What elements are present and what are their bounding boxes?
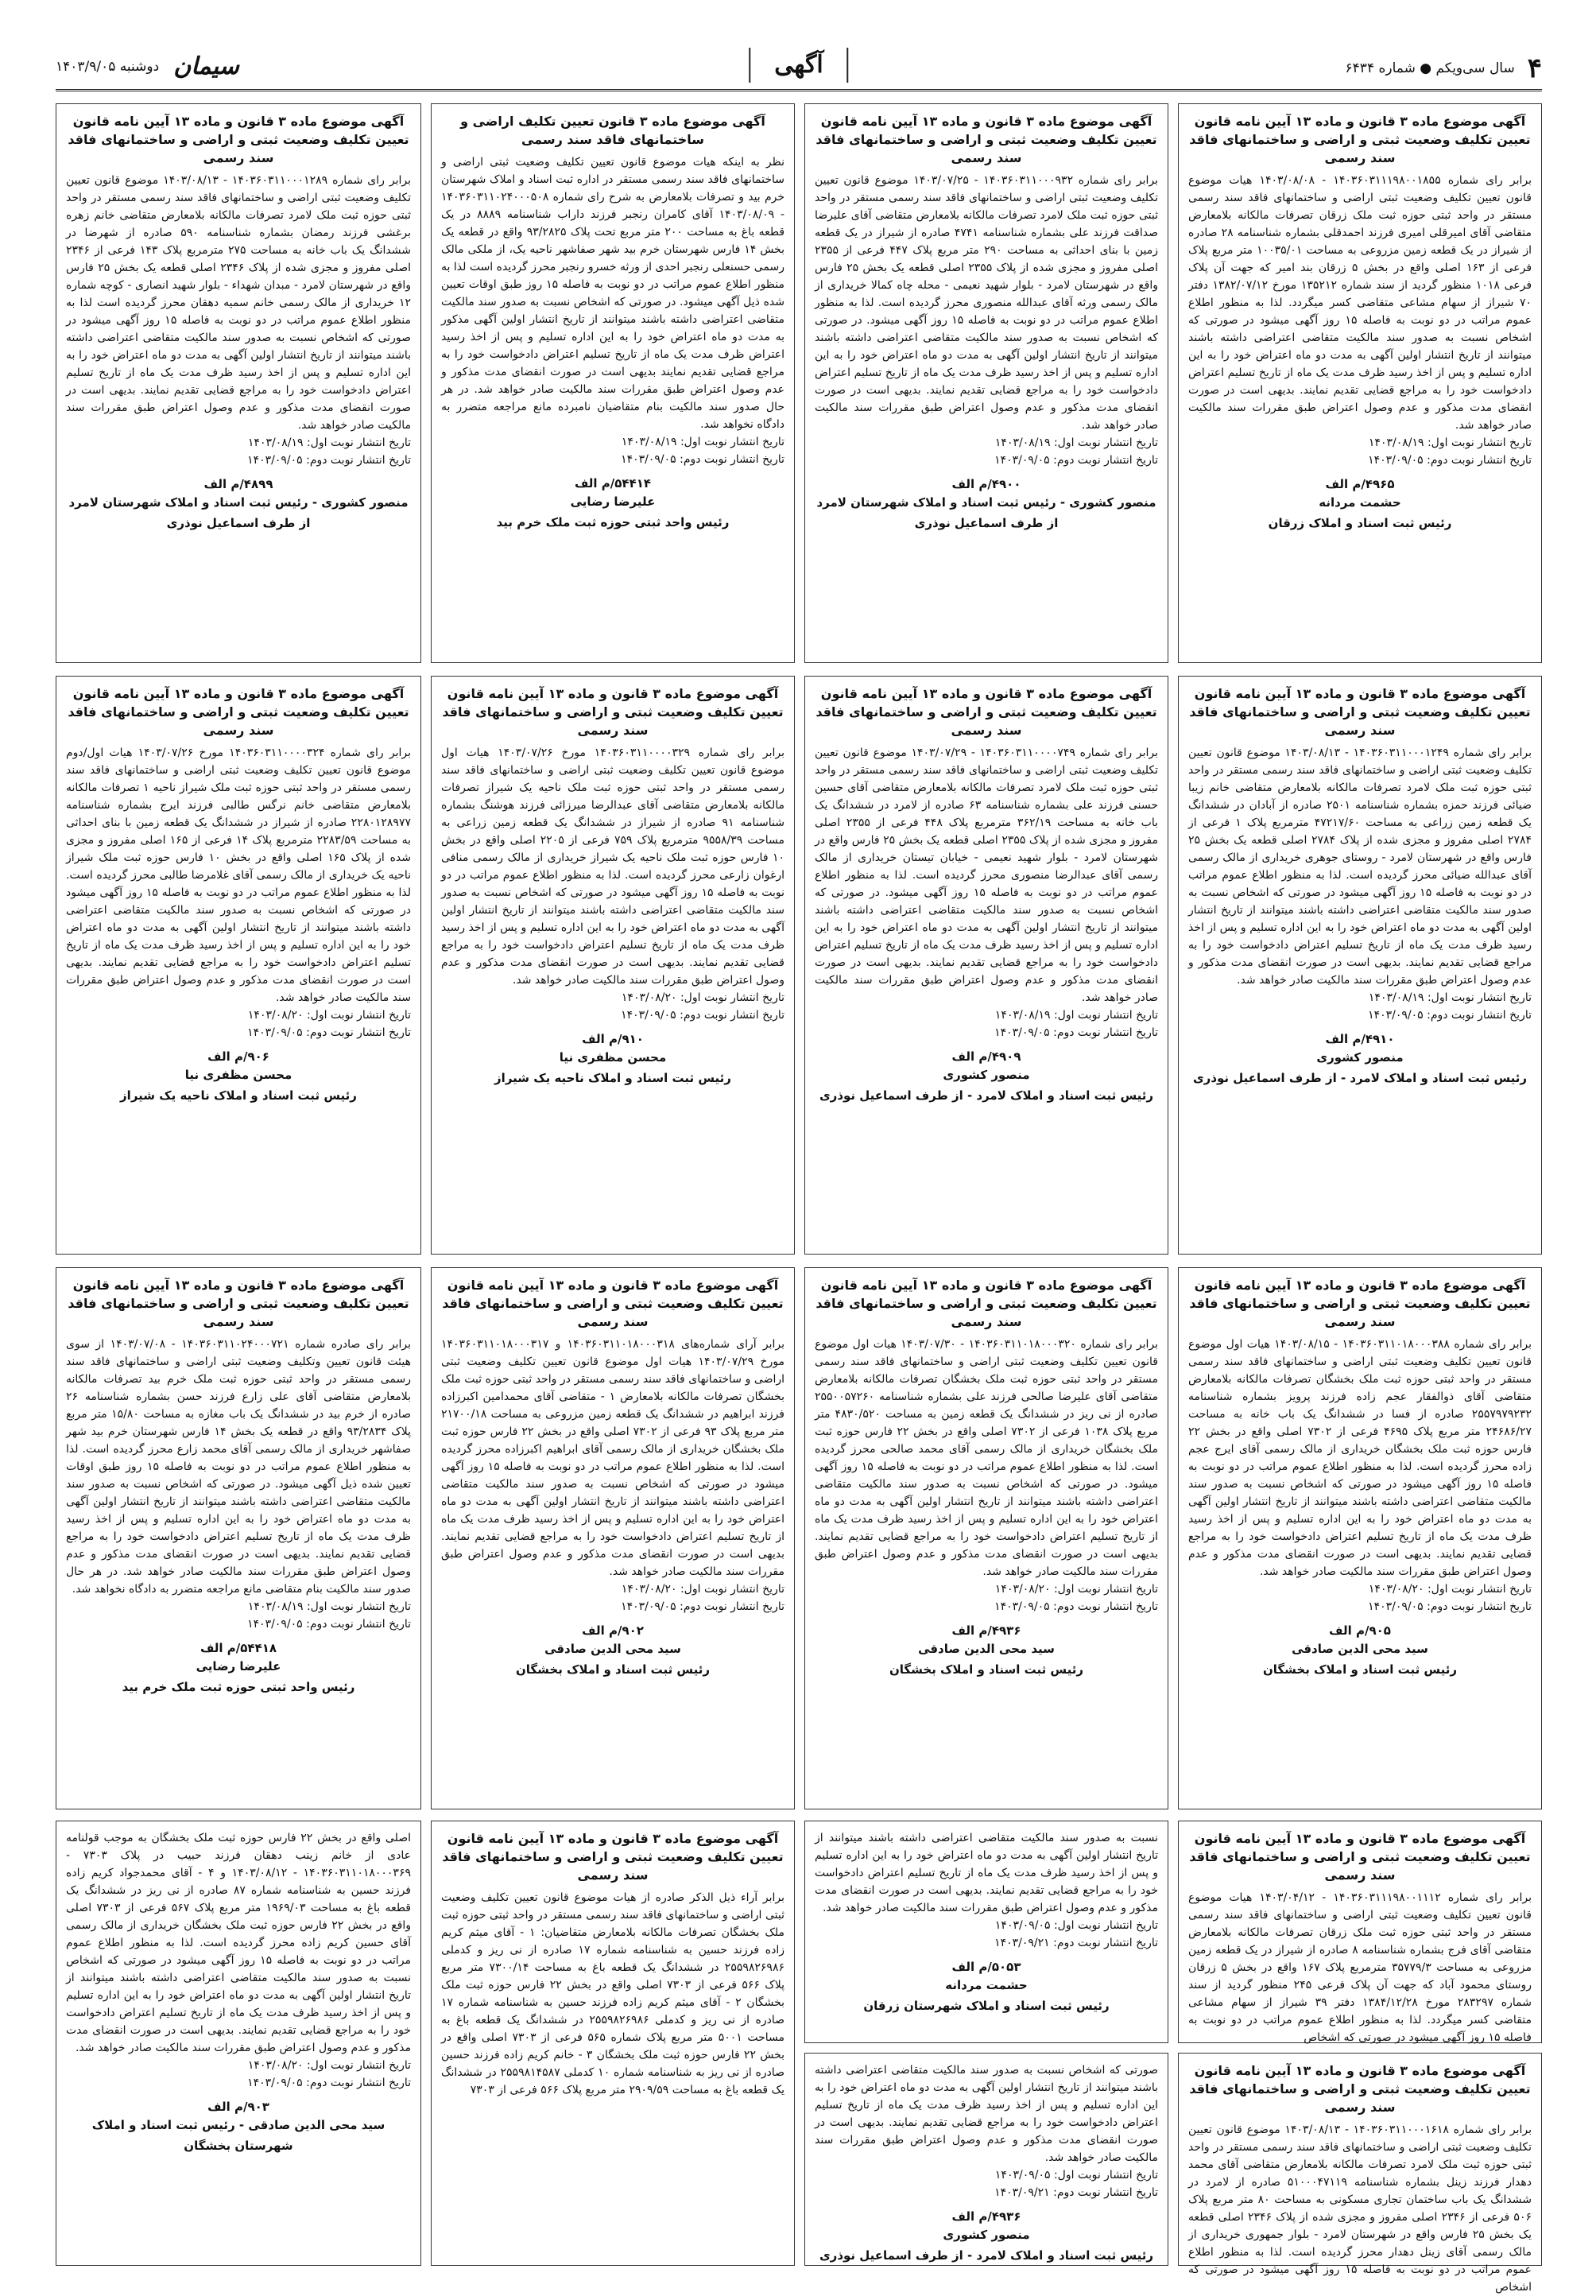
ad-body: برابر رای شماره ۱۴۰۳۶۰۳۱۱۰۰۰۰۳۲۴ مورخ ۱۴۰۳/۰۷/۲۶ هیات اول/دوم موضوع قانون تعیین تکلیف وضعیت ثبتی اراضی و ساختمانهای فاقد سند رسمی مستقر در واحد ثبتی حوزه ثبت ملک شیراز ناحیه ۱ تصرفات مالکانه بلامعارض متقاضی خانم نرگس طالبی فرزند ایرج بشماره شناسنامه ۲۲۸۰۱۲۸۹۷۷ صادره از شیراز در ششدانگ یک قطعه زمین با بنای احداثی به مساحت ۲۲۸۳/۵۹ مترمربع پلاک ۱۴ فرعی از ۱۶۵ اصلی مفروز و مجزی شده از پلاک ۱۶۵ اصلی واقع در بخش ۱۰ فارس حوزه ثبت ملک شیراز ناحیه یک خریداری از مالک رسمی آقای غلامرضا طالبی محرز گردیده است. لذا به منظور اطلاع عموم مراتب در دو نوبت به فاصله ۱۵ روز آگهی میشود در صورتی که اشخاص نسبت به صدور سند مالکیت متقاضی اعتراضی داشته باشند میتوانند از تاریخ انتشار اولین آگهی به مدت دو ماه اعتراض خود را به این اداره تسلیم و پس از اخذ رسید ظرف مدت یک ماه از تاریخ تسلیم اعتراض دادخواست خود را به مراجع قضایی تقدیم نمایند. بدیهی است در صورت انقضای مدت مذکور و عدم وصول اعتراض طبق مقررات سند مالکیت صادر خواهد شد. [66,747,412,1004]
newspaper-logo: سیمان [173,52,239,80]
ad-date-first: تاریخ انتشار نوبت اول: ۱۴۰۳/۰۸/۱۹ [1368,436,1532,449]
ad-date-first: تاریخ انتشار نوبت اول: ۱۴۰۳/۰۹/۰۵ [994,1919,1158,1932]
ad-signer: منصور کشوری [943,2228,1030,2242]
ad-signer-title: رئیس ثبت اسناد و املاک ناحیه یک شیراز [494,1071,731,1085]
ad-date-first: تاریخ انتشار نوبت اول: ۱۴۰۳/۰۸/۲۰ [247,2059,411,2072]
ad-body: برابر رای شماره ۱۴۰۳۶۰۳۱۱۰۰۰۹۳۲ - ۱۴۰۳/۰۷/۲۵ موضوع قانون تعیین تکلیف وضعیت ثبتی اراضی و ساختمانهای فاقد سند رسمی مستقر در واحد ثبتی حوزه ثبت ملک لامرد تصرفات مالکانه بلامعارض متقاضی آقای علیرضا صداقت فرزند علی بشماره شناسنامه ۴۷۴۱ صادره از شیراز در یک قطعه زمین با بنای احداثی به مساحت ۲۹۰ متر مربع پلاک ۴۴۷ فرعی از ۲۳۵۵ اصلی مفروز و مجزی شده از پلاک ۲۳۵۵ اصلی قطعه یک بخش ۲۵ فارس واقع در شهرستان لامرد - بلوار شهید نعیمی - محله چاه کمالا خریداری از مالک رسمی ورثه آقای عبدالله منصوری محرز گردیده است. لذا به منظور اطلاع عموم مراتب در دو نوبت به فاصله ۱۵ روز آگهی میشود. در صورتی که اشخاص نسبت به صدور سند مالکیت متقاضی اعتراضی داشته باشند میتوانند از تاریخ انتشار اولین آگهی به مدت دو ماه اعتراض خود را به این اداره تسلیم و پس از اخذ رسید ظرف مدت یک ماه از تاریخ تسلیم اعتراض دادخواست خود را به مراجع قضایی تقدیم نمایند. بدیهی است در صورت انقضای مدت مذکور و عدم وصول اعتراض طبق مقررات سند مالکیت صادر خواهد شد. [815,174,1159,432]
ad-date-second: تاریخ انتشار نوبت دوم: ۱۴۰۳/۰۹/۲۱ [994,2186,1158,2199]
ad-body: نظر به اینکه هیات موضوع قانون تعیین تکلیف وضعیت ثبتی اراضی و ساختمانهای فاقد سند رسمی مستقر در اداره ثبت اسناد و املاک شهرستان خرم بید و تصرفات بلامعارض به شرح رای شماره ۱۴۰۳۶۰۳۱۱۰۲۴۰۰۰۵۰۸ - ۱۴۰۳/۰۸/۰۹ آقای کامران رنجبر فرزند داراب شناسنامه ۸۸۸۹ در یک قطعه باغ به مساحت ۲۰۰ متر مربع تحت پلاک ۹۳/۲۸۲۵ واقع در قطعه یک بخش ۱۴ فارس شهرستان خرم بید شهر صفاشهر ناحیه یک، از ملکی مالک رسمی حسنعلی رنجبر احدی از ورثه خسرو رنجبر محرز گردیده است لذا به منظور اطلاع عموم مراتب در دو نوبت به فاصله ۱۵ روز طبق اوقات تعیین شده ذیل آگهی میشود. در صورتی که اشخاص نسبت به صدور سند مالکیت متقاضی اعتراضی داشته باشند میتوانند از تاریخ انتشار اولین آگهی مذکور به مدت دو ماه اعتراض خود را به این اداره تسلیم و پس از اخذ رسید اعتراض ظرف مدت یک ماه از تاریخ تسلیم اعتراض دادخواست خود را به مراجع قضایی تقدیم نمایند بدیهی است در صورت انقضای مدت مذکور و عدم وصول اعتراض طبق مقررات سند مالکیت صادر خواهد شد. در هر حال صدور سند مالکیت بنام متقاضیان نامبرده مانع مراجعه متضرر به دادگاه نخواهد شد. [441,156,785,431]
ad-body: برابر آرای شماره‌های ۱۴۰۳۶۰۳۱۱۰۱۸۰۰۰۳۱۸ و ۱۴۰۳۶۰۳۱۱۰۱۸۰۰۰۳۱۷ مورخ ۱۴۰۳/۰۷/۲۹ هیات اول موضوع قانون تعیین تکلیف وضعیت ثبتی اراضی و ساختمانهای فاقد سند رسمی مستقر در واحد ثبتی حوزه ثبت ملک بخشگان تصرفات مالکانه بلامعارض ۱ - متقاضی آقای محمدامین اکبرزاده فرزند ابراهیم در ششدانگ یک قطعه زمین مزروعی به مساحت ۲۱۷۰۰/۱۸ متر مربع پلاک ۹۳ فرعی از ۷۳۰۲ اصلی واقع در بخش ۲۲ فارس حوزه ثبت ملک بخشگان خریداری از مالک رسمی آقای ابراهیم اکبرزاده محرز گردیده است. لذا به منظور اطلاع عموم مراتب در دو نوبت به فاصله ۱۵ روز آگهی میشود در صورتی که اشخاص نسبت به صدور سند مالکیت متقاضی اعتراضی داشته باشند میتوانند از تاریخ انتشار اولین آگهی به مدت دو ماه اعتراض خود را به این اداره تسلیم و پس از اخذ رسید ظرف مدت یک ماه از تاریخ تسلیم اعتراض دادخواست خود را به مراجع قضایی تقدیم نمایند. بدیهی است در صورت انقضای مدت مذکور و عدم وصول اعتراض طبق مقررات سند مالکیت صادر خواهد شد. [441,1338,784,1578]
ad-body: برابر رای شماره ۱۴۰۳۶۰۳۱۱۰۰۰۰۷۴۹ - ۱۴۰۳/۰۷/۲۹ موضوع قانون تعیین تکلیف وضعیت ثبتی اراضی و ساختمانهای فاقد سند رسمی مستقر در واحد ثبتی حوزه ثبت ملک لامرد تصرفات مالکانه بلامعارض متقاضی آقای حسین حسنی فرزند علی بشماره شناسنامه ۶۳ صادره از لامرد در ششدانگ یک باب خانه به مساحت ۳۶۲/۱۹ مترمربع پلاک ۴۴۸ فرعی از ۲۳۵۵ اصلی مفروز و مجزی شده از پلاک ۲۳۵۵ اصلی قطعه یک بخش ۲۵ فارس واقع در شهرستان لامرد - بلوار شهید نعیمی - خیابان تیستان خریداری از مالک رسمی آقای عبدالرضا منصوری محرز گردیده است. لذا به منظور اطلاع عموم مراتب در دو نوبت به فاصله ۱۵ روز آگهی میشود. در صورتی که اشخاص نسبت به صدور سند مالکیت متقاضی اعتراضی داشته باشند میتوانند از تاریخ انتشار اولین آگهی به مدت دو ماه اعتراض خود را به این اداره تسلیم و پس از اخذ رسید ظرف مدت یک ماه از تاریخ تسلیم اعتراض دادخواست خود را به مراجع قضایی تقدیم نمایند. بدیهی است در صورت انقضای مدت مذکور و عدم وصول اعتراض طبق مقررات سند مالکیت صادر خواهد شد. [815,747,1158,1004]
ad-title: آگهی موضوع ماده ۳ قانون و ماده ۱۳ آیین نامه قانون تعیین تکلیف وضعیت ثبتی و اراضی و ساختمانهای فاقد سند رسمی [1189,114,1531,165]
ad-box [804,1267,1168,1809]
ad-date-second: تاریخ انتشار نوبت دوم: ۱۴۰۳/۰۹/۰۵ [1368,454,1532,467]
ad-date-second: تاریخ انتشار نوبت دوم: ۱۴۰۳/۰۹/۰۵ [247,454,411,467]
ad-signer-title: رئیس ثبت اسناد و املاک لامرد - از طرف اسماعیل نوذری [819,2248,1154,2263]
ad-code: ۹۰۲/م الف [582,1623,644,1638]
ad-signer: منصور کشوری [943,1068,1030,1082]
ad-date-first: تاریخ انتشار نوبت اول: ۱۴۰۳/۰۸/۱۹ [994,1009,1158,1022]
ad-signer: محسن مظفری نیا [559,1050,667,1065]
ad-date-first: تاریخ انتشار نوبت اول: ۱۴۰۳/۰۹/۰۵ [994,2169,1158,2182]
ad-box [431,1267,795,1809]
ad-body: برابر رای شماره ۱۴۰۳۶۰۳۱۱۱۹۸۰۰۱۸۵۵ - ۱۴۰۳/۰۸/۰۸ هیات موضوع قانون تعیین تکلیف وضعیت ثبتی اراضی و ساختمانهای فاقد سند رسمی مستقر در واحد ثبتی حوزه ثبت ملک زرقان تصرفات مالکانه بلامعارض متقاضی آقای امیرقلی امیری فرزند احمدقلی بشماره شناسنامه ۲۸ صادره از شیراز در یک قطعه زمین مزروعی به مساحت ۱۰۰۳۵/۰۱ متر مربع پلاک فرعی از ۱۶۳ اصلی واقع در بخش ۵ زرقان بند امیر که جهت آن پلاک فرعی ۱۰۱۸ منظور گردید از سند شماره ۱۳۵۲۱۲ مورخ ۱۳۸۲/۰۷/۱۲ دفتر ۷۰ شیراز از سهام مشاعی متقاضی کسر میگردد. لذا به منظور اطلاع عموم مراتب در دو نوبت به فاصله ۱۵ روز آگهی میشود در صورتی که اشخاص نسبت به صدور سند مالکیت متقاضی اعتراضی داشته باشند میتوانند از تاریخ انتشار اولین آگهی به مدت دو ماه اعتراض خود را به این اداره تسلیم و پس از اخذ رسید ظرف مدت یک ماه از تاریخ تسلیم اعتراض دادخواست خود را به مراجع قضایی تقدیم نمایند. بدیهی است در صورت انقضای مدت مذکور و عدم وصول اعتراض طبق مقررات سند مالکیت صادر خواهد شد. [1188,174,1532,432]
ad-title: آگهی موضوع ماده ۳ قانون و ماده ۱۳ آیین نامه قانون تعیین تکلیف وضعیت ثبتی و اراضی و ساختمانهای فاقد سند رسمی [1189,2063,1531,2115]
newspaper-page [56,48,1542,2294]
ad-signer-title: رئیس ثبت اسناد و املاک لامرد - از طرف اسماعیل نوذری [1192,1071,1528,1085]
ad-signer-title: رئیس واحد ثبتی حوزه ثبت ملک خرم بید [496,515,730,529]
ad-signer: حشمت مردانه [945,1978,1028,1992]
ad-title: آگهی موضوع ماده ۳ قانون و ماده ۱۳ آیین نامه قانون تعیین تکلیف وضعیت ثبتی و اراضی و ساختمانهای فاقد سند رسمی [442,1278,784,1329]
ad-box [1178,676,1542,1255]
ad-box [56,676,421,1255]
ad-body: صورتی که اشخاص نسبت به صدور سند مالکیت متقاضی اعتراضی داشته باشند میتوانند از تاریخ انتشار اولین آگهی به مدت دو ماه اعتراض خود را به این اداره تسلیم و پس از اخذ رسید ظرف مدت یک ماه از تاریخ تسلیم اعتراض دادخواست خود را به مراجع قضایی تقدیم نمایند. بدیهی است در صورت انقضای مدت مذکور و عدم وصول اعتراض طبق مقررات سند مالکیت صادر خواهد شد. [815,2064,1158,2164]
ad-code: ۴۹۱۰/م الف [1325,1032,1395,1046]
masthead-left [56,52,239,80]
ad-code: ۴۹۰۹/م الف [951,1049,1021,1064]
ad-body: برابر رای شماره ۱۴۰۳۶۰۳۱۱۰۱۸۰۰۰۳۸۸ - ۱۴۰۳/۰۸/۱۵ هیات اول موضوع قانون تعیین تکلیف وضعیت ثبتی اراضی و ساختمانهای فاقد سند رسمی مستقر در واحد ثبتی حوزه ثبت ملک بخشگان تصرفات مالکانه بلامعارض متقاضی آقای ذوالفقار عجم زاده فرزند پرویز بشماره شناسنامه ۲۵۵۷۹۷۹۲۳۲ صادره از فسا در ششدانگ یک باب خانه به مساحت ۲۴۶۸۶/۲۷ متر مربع پلاک ۴۶۹۵ فرعی از ۷۳۰۲ اصلی واقع در بخش ۲۲ فارس حوزه ثبت ملک بخشگان خریداری از مالک رسمی آقای ایرج عجم زاده محرز گردیده است. لذا به منظور اطلاع عموم مراتب در دو نوبت به فاصله ۱۵ روز آگهی میشود در صورتی که اشخاص نسبت به صدور سند مالکیت متقاضی اعتراضی داشته باشند میتوانند از تاریخ انتشار اولین آگهی به مدت دو ماه اعتراض خود را به این اداره تسلیم و پس از اخذ رسید ظرف مدت یک ماه از تاریخ تسلیم اعتراض دادخواست خود را به مراجع قضایی تقدیم نمایند. بدیهی است در صورت انقضای مدت مذکور و عدم وصول اعتراض طبق مقررات سند مالکیت صادر خواهد شد. [1188,1338,1532,1578]
ad-date-first: تاریخ انتشار نوبت اول: ۱۴۰۳/۰۸/۲۰ [994,1583,1158,1596]
section-title: آگهی [749,48,848,83]
ad-signer-title: رئیس ثبت اسناد و املاک بخشگان [889,1662,1084,1677]
ad-box [431,676,795,1255]
masthead [56,48,1542,91]
ad-signer-title: شهرستان بخشگان [184,2139,293,2153]
ad-date-second: تاریخ انتشار نوبت دوم: ۱۴۰۳/۰۹/۰۵ [621,453,784,466]
ad-signer-title: رئیس ثبت اسناد و املاک لامرد - از طرف اسماعیل نوذری [819,1088,1154,1103]
issue-date: دوشنبه ۱۴۰۳/۹/۰۵ [56,58,160,75]
ad-date-first: تاریخ انتشار نوبت اول: ۱۴۰۳/۰۸/۲۰ [247,1009,411,1022]
ad-body: برابر رای شماره ۱۴۰۳۶۰۳۱۱۰۰۰۱۶۱۸ - ۱۴۰۳/۰۸/۱۳ موضوع قانون تعیین تکلیف وضعیت ثبتی اراضی و ساختمانهای فاقد سند رسمی مستقر در واحد ثبتی حوزه ثبت ملک لامرد تصرفات مالکانه بلامعارض متقاضی آقای محمد دهدار فرزند زینل بشماره شناسنامه ۵۱۰۰۰۴۷۱۱۹ صادره از لامرد در ششدانگ یک باب ساختمان تجاری مسکونی به مساحت ۸۰ متر مربع پلاک ۵۰۶ فرعی از ۲۳۴۶ اصلی مفروز و مجزی شده از پلاک ۲۳۴۶ اصلی قطعه یک بخش ۲۵ فارس واقع در شهرستان لامرد - بلوار جمهوری خریداری از مالک رسمی آقای زینل دهدار محرز گردیده است. لذا به منظور اطلاع عموم مراتب در دو نوبت به فاصله ۱۵ روز آگهی میشود در صورتی که اشخاص [1188,2123,1532,2294]
ad-signer-title: رئیس واحد ثبتی حوزه ثبت ملک خرم بید [122,1680,355,1694]
ad-date-first: تاریخ انتشار نوبت اول: ۱۴۰۳/۰۸/۲۰ [621,1583,784,1596]
ad-title: آگهی موضوع ماده ۳ قانون و ماده ۱۳ آیین نامه قانون تعیین تکلیف وضعیت ثبتی و اراضی و ساختمانهای فاقد سند رسمی [1189,1831,1531,1883]
ad-box [804,103,1168,663]
ad-signer-title: رئیس ثبت اسناد و املاک زرقان [1268,516,1452,530]
ad-title: آگهی موضوع ماده ۳ قانون و ماده ۱۳ آیین نامه قانون تعیین تکلیف وضعیت ثبتی و اراضی و ساختمانهای فاقد سند رسمی [442,686,784,738]
ad-box [431,103,795,663]
ad-code: ۹۱۰/م الف [582,1032,644,1046]
ad-code: ۵۴۴۱۴/م الف [574,476,652,491]
ad-signer: منصور کشوری - رئیس ثبت اسناد و املاک شهرستان لامرد [68,495,409,510]
ad-signer: حشمت مردانه [1319,495,1401,510]
ad-date-first: تاریخ انتشار نوبت اول: ۱۴۰۳/۰۸/۲۰ [621,991,784,1004]
ad-box [1178,1821,1542,2043]
ad-date-second: تاریخ انتشار نوبت دوم: ۱۴۰۳/۰۹/۰۵ [621,1009,784,1022]
ad-body: برابر رای شماره ۱۴۰۳۶۰۳۱۱۰۰۰۱۲۸۹ - ۱۴۰۳/۰۸/۱۳ موضوع قانون تعیین تکلیف وضعیت ثبتی اراضی و ساختمانهای فاقد سند رسمی مستقر در واحد ثبتی حوزه ثبت ملک لامرد تصرفات مالکانه بلامعارض متقاضی خانم زهره برغشی فرزند رمضان بشماره شناسنامه ۵۹۰ صادره از شهرضا در ششدانگ یک باب خانه به مساحت ۲۷۵ مترمربع پلاک ۱۴۳ فرعی از ۲۳۴۶ اصلی مفروز و مجزی شده از پلاک ۲۳۴۶ اصلی قطعه یک بخش ۲۵ فارس واقع در شهرستان لامرد - مبدان شهداء - بلوار شهید انصاری - کوچه شماره ۱۲ خریداری از مالک رسمی خانم سمیه دهقان محرز گردیده است لذا به منظور اطلاع عموم مراتب در دو نوبت به فاصله ۱۵ روز آگهی میشود در صورتی که اشخاص نسبت به صدور سند مالکیت متقاضی اعتراضی داشته باشند میتوانند از تاریخ انتشار اولین آگهی به مدت دو ماه اعتراض خود را به این اداره تسلیم و پس از اخذ رسید ظرف مدت یک ماه از تاریخ تسلیم اعتراض دادخواست خود را به مراجع قضایی تقدیم نمایند. بدیهی است در صورت انقضای مدت مذکور و عدم وصول اعتراض طبق مقررات سند مالکیت صادر خواهد شد. [66,174,412,432]
ad-box [431,1821,795,2266]
ad-date-second: تاریخ انتشار نوبت دوم: ۱۴۰۳/۰۹/۰۵ [1368,1600,1532,1613]
ad-date-first: تاریخ انتشار نوبت اول: ۱۴۰۳/۰۸/۱۹ [247,1600,411,1613]
ad-date-second: تاریخ انتشار نوبت دوم: ۱۴۰۳/۰۹/۰۵ [247,1026,411,1039]
ad-title: آگهی موضوع ماده ۳ قانون و ماده ۱۳ آیین نامه قانون تعیین تکلیف وضعیت ثبتی و اراضی و ساختمانهای فاقد سند رسمی [1189,686,1531,738]
ad-code: ۹۰۳/م الف [207,2100,269,2114]
ad-box [804,1821,1168,2043]
ad-box [804,2053,1168,2266]
ad-date-second: تاریخ انتشار نوبت دوم: ۱۴۰۳/۰۹/۰۵ [1368,1009,1532,1022]
ad-signer: منصور کشوری [1316,1050,1404,1065]
ad-date-second: تاریخ انتشار نوبت دوم: ۱۴۰۳/۰۹/۲۱ [994,1937,1158,1949]
ad-code: ۵۰۵۳/م الف [951,1960,1021,1974]
ad-signer: سید محی الدین صادقی [918,1642,1055,1656]
ad-body: برابر رای شماره ۱۴۰۳۶۰۳۱۱۰۰۰۱۲۴۹ - ۱۴۰۳/۰۸/۱۳ موضوع قانون تعیین تکلیف وضعیت ثبتی اراضی و ساختمانهای فاقد سند رسمی مستقر در واحد ثبتی حوزه ثبت ملک لامرد تصرفات مالکانه بلامعارض متقاضی خانم زیبا ضیائی فرزند حمزه بشماره شناسنامه ۲۵۰۱ صادره از آبادان در ششدانگ یک قطعه زمین زراعی به مساحت ۴۷۲۱۷/۶۰ مترمربع پلاک ۱ فرعی از ۲۷۸۴ اصلی مفروز و مجزی شده از پلاک ۲۷۸۴ اصلی قطعه یک بخش ۲۵ فارس واقع در شهرستان لامرد - روستای جوهری خریداری از مالک رسمی آقای عبدالله ضیائی محرز گردیده است. لذا به منظور اطلاع عموم مراتب در دو نوبت به فاصله ۱۵ روز آگهی میشود در صورتی که اشخاص نسبت به صدور سند مالکیت متقاضی اعتراضی داشته باشند میتوانند از تاریخ انتشار اولین آگهی به مدت دو ماه اعتراض خود را به این اداره تسلیم و پس از اخذ رسید ظرف مدت یک ماه از تاریخ تسلیم اعتراض دادخواست خود را به مراجع قضایی تقدیم نمایند. بدیهی است در صورت انقضای مدت مذکور و عدم وصول اعتراض طبق مقررات سند مالکیت صادر خواهد شد. [1188,747,1532,987]
ad-body: اصلی واقع در بخش ۲۲ فارس حوزه ثبت ملک بخشگان به موجب قولنامه عادی از خانم زینب دهقان فرزند حبیب در پلاک ۷۳۰۳ - ۱۴۰۳۶۰۳۱۱۰۱۸۰۰۰۳۶۹ - ۱۴۰۳/۰۸/۱۲ و ۴ - آقای محمدجواد کریم زاده فرزند حسین به شناسنامه شماره ۸۷ صادره از نی ریز در ششدانگ یک قطعه باغ به مساحت ۱۹۶۹/۰۳ متر مربع پلاک ۵۶۷ فرعی از ۷۳۰۳ اصلی واقع در بخش ۲۲ فارس حوزه ثبت ملک بخشگان خریداری از مالک رسمی آقای حسین کریم زاده محرز گردیده است. لذا به منظور اطلاع عموم مراتب در دو نوبت به فاصله ۱۵ روز آگهی میشود در صورتی که اشخاص نسبت به صدور سند مالکیت متقاضی اعتراضی داشته باشند میتوانند از تاریخ انتشار اولین آگهی به مدت دو ماه اعتراض خود را به این اداره تسلیم و پس از اخذ رسید ظرف مدت یک ماه از تاریخ تسلیم اعتراض دادخواست خود را به مراجع قضایی تقدیم نمایند. بدیهی است در صورت انقضای مدت مذکور و عدم وصول اعتراض طبق مقررات سند مالکیت صادر خواهد شد. [66,1832,412,2054]
ad-code: ۴۹۰۰/م الف [951,477,1021,491]
page-number: ۴ [1527,52,1542,84]
ad-signer: سید محی الدین صادقی - رئیس ثبت اسناد و املاک [91,2118,385,2132]
ad-code: ۴۹۶۵/م الف [1325,477,1395,491]
ad-body: برابر رای شماره ۱۴۰۳۶۰۳۱۱۰۱۸۰۰۰۳۲۰ - ۱۴۰۳/۰۷/۳۰ هیات اول موضوع قانون تعیین تکلیف وضعیت ثبتی اراضی و ساختمانهای فاقد سند رسمی مستقر در واحد ثبتی حوزه ثبت ملک بخشگان تصرفات مالکانه بلامعارض متقاضی آقای علیرضا صالحی فرزند علی بشماره شناسنامه ۲۵۵۰۰۵۷۲۶۰ صادره از نی ریز در ششدانگ یک قطعه زمین به مساحت ۴۸۳۰/۵۲۰ متر مربع پلاک ۱۰۳۸ فرعی از ۷۳۰۲ اصلی واقع در بخش ۲۲ فارس حوزه ثبت ملک بخشگان خریداری از مالک رسمی آقای محمد صالحی محرز گردیده است. لذا به منظور اطلاع عموم مراتب در دو نوبت به فاصله ۱۵ روز آگهی میشود. در صورتی که اشخاص نسبت به صدور سند مالکیت متقاضی اعتراضی داشته باشند میتوانند از تاریخ انتشار اولین آگهی به مدت دو ماه اعتراض خود را به این اداره تسلیم و پس از اخذ رسید ظرف مدت یک ماه از تاریخ تسلیم اعتراض دادخواست خود را به مراجع قضایی تقدیم نمایند. بدیهی است در صورت انقضای مدت مذکور و عدم وصول اعتراض طبق مقررات سند مالکیت صادر خواهد شد. [815,1338,1158,1578]
ad-date-second: تاریخ انتشار نوبت دوم: ۱۴۰۳/۰۹/۰۵ [247,2077,411,2089]
ad-title: آگهی موضوع ماده ۳ قانون و ماده ۱۳ آیین نامه قانون تعیین تکلیف وضعیت ثبتی و اراضی و ساختمانهای فاقد سند رسمی [68,1278,409,1329]
ad-body: برابر رای شماره ۱۴۰۳۶۰۳۱۱۰۰۰۰۳۲۹ مورخ ۱۴۰۳/۰۷/۲۶ هیات اول موضوع قانون تعیین تکلیف وضعیت ثبتی اراضی و ساختمانهای فاقد سند رسمی مستقر در واحد ثبتی حوزه ثبت ملک ناحیه یک شیراز تصرفات مالکانه بلامعارض متقاضی آقای عبدالرضا میرزائی فرزند هوشنگ بشماره شناسنامه ۹۱ صادره از شیراز در ششدانگ یک قطعه زمین زراعی به مساحت ۹۵۵۸/۳۹ مترمربع پلاک ۷۵۹ فرعی از ۲۲۰۵ اصلی واقع در بخش ۱۰ فارس حوزه ثبت ملک ناحیه یک شیراز خریداری از مالک رسمی منافی ارغوان زارعی محرز گردیده است. لذا به منظور اطلاع عموم مراتب در دو نوبت به فاصله ۱۵ روز آگهی میشود در صورتی که اشخاص نسبت به صدور سند مالکیت متقاضی اعتراضی داشته باشند میتوانند از تاریخ انتشار اولین آگهی به مدت دو ماه اعتراض خود را به این اداره تسلیم و پس از اخذ رسید ظرف مدت یک ماه از تاریخ تسلیم اعتراض دادخواست خود را به مراجع قضایی تقدیم نمایند. بدیهی است در صورت انقضای مدت مذکور و عدم وصول اعتراض طبق مقررات سند مالکیت صادر خواهد شد. [441,747,784,987]
ad-code: ۴۹۳۶/م الف [951,2209,1021,2224]
ad-body: برابر رای صادره شماره ۱۴۰۳۶۰۳۱۱۰۲۴۰۰۰۷۲۱ - ۱۴۰۳/۰۷/۰۸ از سوی هیئت قانون تعیین وتکلیف وضعیت ثبتی اراضی و ساختمانهای فاقد سند رسمی مستقر در واحد ثبتی حوزه ثبت ملک خرم بید تصرفات مالکانه بلامعارض متقاضی آقای علی زارع فرزند حسن بشماره شناسنامه ۲۶ صادره از خرم بید در ششدانگ یک باب مغازه به مساحت ۱۵/۸۰ متر مربع پلاک ۹۳/۲۸۳۴ واقع در قطعه یک بخش ۱۴ فارس شهرستان خرم بید شهر صفاشهر خریداری از مالک رسمی آقای محمد زارع محرز گردیده است. لذا به منظور اطلاع عموم مراتب در دو نوبت به فاصله ۱۵ روز طبق اوقات تعیین شده ذیل آگهی میشود. در صورتی که اشخاص نسبت به صدور سند مالکیت متقاضی اعتراضی داشته باشند میتوانند از تاریخ انتشار اولین آگهی به مدت دو ماه اعتراض خود را به این اداره تسلیم و پس از اخذ رسید ظرف مدت یک ماه از تاریخ تسلیم اعتراض دادخواست خود را به مراجع قضایی تقدیم نمایند. بدیهی است در صورت انقضای مدت مذکور و عدم وصول اعتراض طبق مقررات سند مالکیت صادر خواهد شد. در هر حال صدور سند مالکیت بنام متقاضی مانع مراجعه متضرر به دادگاه نخواهد شد. [66,1338,412,1596]
ad-signer-title: از طرف اسماعیل نوذری [166,516,311,530]
ad-signer-title: از طرف اسماعیل نوذری [914,516,1059,530]
ad-title: آگهی موضوع ماده ۳ قانون و ماده ۱۳ آیین نامه قانون تعیین تکلیف وضعیت ثبتی و اراضی و ساختمانهای فاقد سند رسمی [815,114,1157,165]
masthead-right [1346,52,1542,84]
ad-date-second: تاریخ انتشار نوبت دوم: ۱۴۰۳/۰۹/۰۵ [621,1600,784,1613]
ad-title: آگهی موضوع ماده ۳ قانون و ماده ۱۳ آیین نامه قانون تعیین تکلیف وضعیت ثبتی و اراضی و ساختمانهای فاقد سند رسمی [815,1278,1157,1329]
ad-title: آگهی موضوع ماده ۳ قانون و ماده ۱۳ آیین نامه قانون تعیین تکلیف وضعیت ثبتی و اراضی و ساختمانهای فاقد سند رسمی [68,686,409,738]
ad-box [1178,1267,1542,1809]
ad-code: ۹۰۵/م الف [1329,1623,1391,1638]
ad-date-second: تاریخ انتشار نوبت دوم: ۱۴۰۳/۰۹/۰۵ [994,1026,1158,1039]
ad-code: ۹۰۶/م الف [207,1049,269,1064]
ad-box [1178,103,1542,663]
ad-date-first: تاریخ انتشار نوبت اول: ۱۴۰۳/۰۸/۱۹ [621,436,784,448]
ad-box [56,103,421,663]
ad-signer: منصور کشوری - رئیس ثبت اسناد و املاک شهرستان لامرد [816,495,1156,510]
ad-date-first: تاریخ انتشار نوبت اول: ۱۴۰۳/۰۸/۱۹ [1368,991,1532,1004]
ad-box [804,676,1168,1255]
ad-signer-title: رئیس ثبت اسناد و املاک بخشگان [515,1662,711,1677]
ad-title: آگهی موضوع ماده ۳ قانون تعیین تکلیف اراضی و ساختمانهای فاقد سند رسمی [460,114,765,147]
ad-signer-title: رئیس ثبت اسناد و املاک شهرستان زرقان [863,1999,1110,2013]
ad-signer: سید محی الدین صادقی [1292,1642,1428,1656]
ad-date-second: تاریخ انتشار نوبت دوم: ۱۴۰۳/۰۹/۰۵ [247,1618,411,1631]
ad-box [56,1821,421,2266]
ad-date-first: تاریخ انتشار نوبت اول: ۱۴۰۳/۰۸/۲۰ [1368,1583,1532,1596]
ad-title: آگهی موضوع ماده ۳ قانون و ماده ۱۳ آیین نامه قانون تعیین تکلیف وضعیت ثبتی و اراضی و ساختمانهای فاقد سند رسمی [68,114,409,165]
ad-title: آگهی موضوع ماده ۳ قانون و ماده ۱۳ آیین نامه قانون تعیین تکلیف وضعیت ثبتی و اراضی و ساختمانهای فاقد سند رسمی [1189,1278,1531,1329]
ad-body: نسبت به صدور سند مالکیت متقاضی اعتراضی داشته باشند میتوانند از تاریخ انتشار اولین آگهی به مدت دو ماه اعتراض خود را به این اداره تسلیم و پس از اخذ رسید ظرف مدت یک ماه از تاریخ تسلیم اعتراض دادخواست خود را به مراجع قضایی تقدیم نمایند. بدیهی است در صورت انقضای مدت مذکور و عدم وصول اعتراض طبق مقررات سند مالکیت صادر خواهد شد. [815,1832,1158,1914]
ad-body: برابر رای شماره ۱۴۰۳۶۰۳۱۱۱۹۸۰۰۱۱۱۲ - ۱۴۰۳/۰۴/۱۲ هیات موضوع قانون تعیین تکلیف وضعیت ثبتی اراضی و ساختمانهای فاقد سند رسمی مستقر در واحد ثبتی حوزه ثبت ملک زرقان تصرفات مالکانه بلامعارض متقاضی آقای فرج بشماره شناسنامه ۸ صادره از شیراز در یک قطعه زمین مزروعی به مساحت ۳۵۷۷۹/۳ مترمربع پلاک ۱۶۷ واقع در بخش ۵ زرقان روستای محمود آباد که جهت آن پلاک فرعی ۲۴۵ منظور گردید از سند شماره ۲۸۳۲۹۷ مورخ ۱۳۸۴/۱۲/۲۸ دفتر ۳۹ شیراز از سهام مشاعی متقاضی کسر میگردد. لذا به منظور اطلاع عموم مراتب در دو نوبت به فاصله ۱۵ روز آگهی میشود در صورتی که اشخاص [1188,1891,1532,2044]
ad-date-second: تاریخ انتشار نوبت دوم: ۱۴۰۳/۰۹/۰۵ [994,454,1158,467]
ad-signer: علیرضا رضایی [570,494,656,509]
ad-code: ۴۸۹۹/م الف [203,477,273,491]
ad-date-first: تاریخ انتشار نوبت اول: ۱۴۰۳/۰۸/۱۹ [994,436,1158,449]
ad-signer: علیرضا رضایی [196,1659,281,1674]
ad-signer: سید محی الدین صادقی [544,1642,681,1656]
ad-box [1178,2053,1542,2294]
ad-signer-title: رئیس ثبت اسناد و املاک بخشگان [1262,1662,1458,1677]
ad-date-second: تاریخ انتشار نوبت دوم: ۱۴۰۳/۰۹/۰۵ [994,1600,1158,1613]
ad-title: آگهی موضوع ماده ۳ قانون و ماده ۱۳ آیین نامه قانون تعیین تکلیف وضعیت ثبتی و اراضی و ساختمانهای فاقد سند رسمی [815,686,1157,738]
ad-title: آگهی موضوع ماده ۳ قانون و ماده ۱۳ آیین نامه قانون تعیین تکلیف وضعیت ثبتی و اراضی و ساختمانهای فاقد سند رسمی [442,1831,784,1883]
ad-code: ۴۹۳۶/م الف [951,1623,1021,1638]
year-issue: سال سی‌ویکم ● شماره ۶۴۳۴ [1345,60,1515,76]
ad-signer: محسن مظفری نیا [184,1068,292,1082]
ad-date-first: تاریخ انتشار نوبت اول: ۱۴۰۳/۰۸/۱۹ [247,436,411,449]
ad-body: برابر آراء ذیل الذکر صادره از هیات موضوع قانون تعیین تکلیف وضعیت ثبتی اراضی و ساختمانهای فاقد سند رسمی مستقر در واحد ثبتی حوزه ثبت ملک بخشگان تصرفات مالکانه بلامعارض متقاضیان: ۱ - آقای میثم کریم زاده فرزند حسین به شناسنامه شماره ۱۷ صادره از نی ریز و کدملی ۲۵۵۹۸۲۶۹۸۶ در ششدانگ یک قطعه باغ به مساحت ۷۳۰۰/۱۴ متر مربع پلاک ۵۶۶ فرعی از ۷۳۰۳ اصلی واقع در بخش ۲۲ فارس حوزه ثبت ملک بخشگان ۲ - آقای میثم کریم زاده فرزند حسین به شناسنامه شماره ۱۷ صادره از نی ریز و کدملی ۲۵۵۹۸۲۶۹۸۶ در ششدانگ یک قطعه باغ به مساحت ۵۰۰۱ متر مربع پلاک شماره ۵۶۵ فرعی از ۷۳۰۳ اصلی واقع در بخش ۲۲ فارس حوزه ثبت ملک بخشگان ۳ - خانم کریم زاده فرزند حسین صادره از نی ریز به شناسنامه شماره ۱۰ کدملی ۲۵۵۹۸۱۴۵۸۷ در ششدانگ یک قطعه باغ به مساحت ۲۹۰۹/۵۹ متر مربع پلاک ۵۶۶ فرعی از ۷۳۰۳ [441,1891,785,2096]
ad-code: ۵۴۴۱۸/م الف [200,1641,277,1655]
ad-signer-title: رئیس ثبت اسناد و املاک ناحیه یک شیراز [120,1088,357,1103]
ad-box [56,1267,421,1809]
